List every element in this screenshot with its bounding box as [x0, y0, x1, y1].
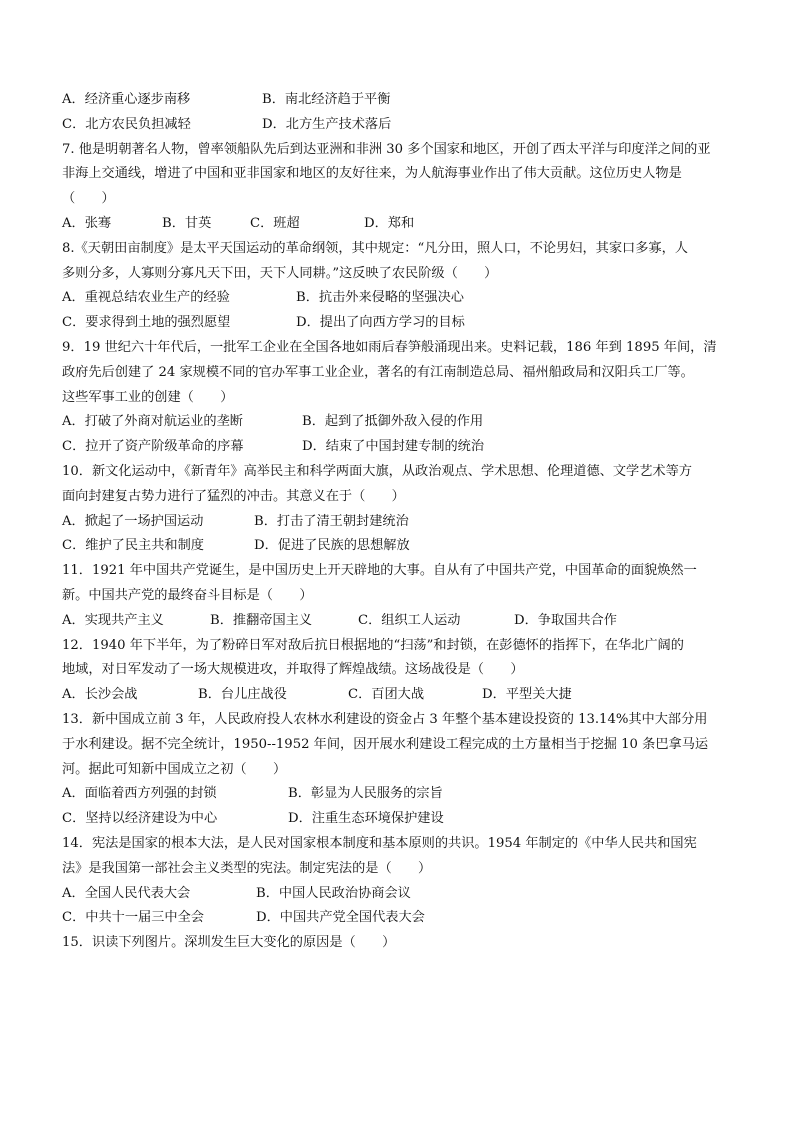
q14-option-b: B．中国人民政治协商会议: [256, 885, 411, 901]
q9-option-d: D．结束了中国封建专制的统治: [302, 439, 485, 455]
q10-option-d: D．促进了民族的思想解放: [254, 538, 410, 554]
q12-stem-line-2: 地域，对日军发动了一场大规模进攻，并取得了辉煌战绩。这场战役是（ ）: [62, 662, 524, 678]
q9-option-b: B．起到了抵御外敌入侵的作用: [302, 414, 484, 430]
q13-stem-line-1: 13．新中国成立前 3 年，人民政府投人农林水利建设的资金占 3 年整个基本建设投资的 13.14%其中大部分用: [62, 711, 708, 727]
q8-option-d: D．提出了向西方学习的目标: [296, 315, 465, 331]
q6-option-d: D．北方生产技术落后: [262, 116, 392, 132]
q10-options-row-1: [62, 510, 734, 535]
q8-stem-line-1: 8.《天朝田亩制度》是太平天国运动的革命纲领，其中规定：“凡分田，照人口，不论男妇，其家口多寡，人: [62, 240, 688, 256]
q7-option-b: B．甘英: [162, 215, 212, 231]
q10-option-a: A．掀起了一场护国运动: [62, 513, 204, 529]
q13-stem-line-3: 河。据此可知新中国成立之初（ ）: [62, 761, 287, 777]
q9-option-c: C．拉开了资产阶级革命的序幕: [62, 439, 244, 455]
q11-option-a: A．实现共产主义: [62, 612, 164, 628]
q7-stem-line-1: 7. 他是明朝著名人物，曾率领船队先后到达亚洲和非洲 30 多个国家和地区，开创了西太平洋与印度洋之间的亚: [62, 141, 711, 157]
q10-stem-line-2: 面向封建复古势力进行了猛烈的冲击。其意义在于（ ）: [62, 488, 405, 504]
q7-stem-line-2: 非海上交通线，增进了中国和亚非国家和地区的友好往来，为人航海事业作出了伟大贡献。这位历史人物是: [62, 166, 682, 182]
q13-options-row-1: [62, 782, 734, 807]
q14-stem-line-1: 14．宪法是国家的根本大法，是人民对国家根本制度和基本原则的共识。1954 年制定的《中华人民共和国宪: [62, 835, 697, 851]
q14-option-c: C．中共十一届三中全会: [62, 910, 204, 926]
q10-option-c: C．维护了民主共和制度: [62, 538, 204, 554]
q12-options-row: [62, 683, 734, 708]
q14-stem-line-2: 法》是我国第一部社会主义类型的宪法。制定宪法的是（ ）: [62, 860, 432, 876]
q12-option-a: A．长沙会战: [62, 687, 138, 703]
q13-option-d: D．注重生态环境保护建设: [288, 811, 444, 827]
q14-options-row-1: [62, 882, 734, 907]
q11-stem-line-2: 新。中国共产党的最终奋斗目标是（ ）: [62, 587, 313, 603]
q9-stem-line-2: 政府先后创建了 24 家规模不同的官办军事工业企业，著名的有江南制造总局、福州船政局和汉阳兵工厂等。: [62, 364, 694, 380]
q13-option-c: C．坚持以经济建设为中心: [62, 811, 218, 827]
q6-options-row-1: [62, 88, 734, 113]
q10-option-b: B．打击了清王朝封建统治: [254, 513, 409, 529]
q13-stem-line-2: 于水利建设。据不完全统计，1950--1952 年间，因开展水利建设工程完成的土方量相当于挖掘 10 条巴拿马运: [62, 736, 709, 752]
q11-option-d: D．争取国共合作: [514, 612, 617, 628]
q11-stem-line-1: 11．1921 年中国共产党诞生，是中国历史上开天辟地的大事。自从有了中国共产党，中国革命的面貌焕然一: [62, 563, 697, 579]
q6-options-row-2: [62, 113, 734, 138]
q9-options-row-1: [62, 410, 734, 435]
q6-option-a: A．经济重心逐步南移: [62, 92, 191, 107]
q15-stem-line-1: 15．识读下列图片。深圳发生巨大变化的原因是（ ）: [62, 935, 396, 951]
q9-option-a: A．打破了外商对航运业的垄断: [62, 414, 243, 430]
q14-option-a: A．全国人民代表大会: [62, 885, 191, 901]
q7-option-d: D．郑和: [364, 215, 415, 231]
q12-stem-line-1: 12．1940 年下半年，为了粉碎日军对敌后抗日根据地的“扫荡”和封锁，在彭德怀的指挥下，在华北广阔的: [62, 637, 684, 653]
q11-option-c: C．组织工人运动: [358, 612, 461, 628]
q10-stem-line-1: 10．新文化运动中，《新青年》高举民主和科学两面大旗，从政治观点、学术思想、伦理道德、文学艺术等方: [62, 463, 692, 479]
q10-options-row-2: [62, 534, 734, 559]
q7-option-a: A．张骞: [62, 215, 112, 231]
q13-options-row-2: [62, 807, 734, 832]
q8-option-a: A．重视总结农业生产的经验: [62, 290, 230, 306]
q9-options-row-2: [62, 435, 734, 460]
q8-option-c: C．要求得到土地的强烈愿望: [62, 315, 231, 331]
q6-option-b: B．南北经济趋于平衡: [262, 92, 391, 107]
q12-option-d: D．平型关大捷: [482, 687, 572, 703]
q14-options-row-2: [62, 906, 734, 931]
q7-stem-line-3: （ ）: [62, 191, 115, 207]
question-list: [62, 88, 734, 956]
q8-stem-line-2: 多则分多，人寡则分寡凡天下田，天下人同耕。”这反映了农民阶级（ ）: [62, 265, 498, 281]
q12-option-c: C．百团大战: [348, 687, 425, 703]
q8-options-row-1: [62, 286, 734, 311]
q12-option-b: B．台儿庄战役: [198, 687, 287, 703]
q8-option-b: B．抗击外来侵略的坚强决心: [296, 290, 464, 306]
q13-option-a: A．面临着西方列强的封锁: [62, 786, 217, 802]
q6-option-c: C．北方农民负担减轻: [62, 116, 191, 132]
q11-options-row: [62, 609, 734, 634]
q8-options-row-2: [62, 311, 734, 336]
q7-option-c: C．班超: [250, 215, 300, 231]
q7-options-row: [62, 212, 734, 237]
q11-option-b: B．推翻帝国主义: [210, 612, 313, 628]
q9-stem-line-1: 9．19 世纪六十年代后，一批军工企业在全国各地如雨后春笋般涌现出来。史料记载，186 年到 1895 年间，清: [62, 339, 717, 355]
q13-option-b: B．彰显为人民服务的宗旨: [288, 786, 443, 802]
q9-stem-line-3: 这些军事工业的创建（ ）: [62, 389, 234, 405]
q14-option-d: D．中国共产党全国代表大会: [256, 910, 425, 926]
